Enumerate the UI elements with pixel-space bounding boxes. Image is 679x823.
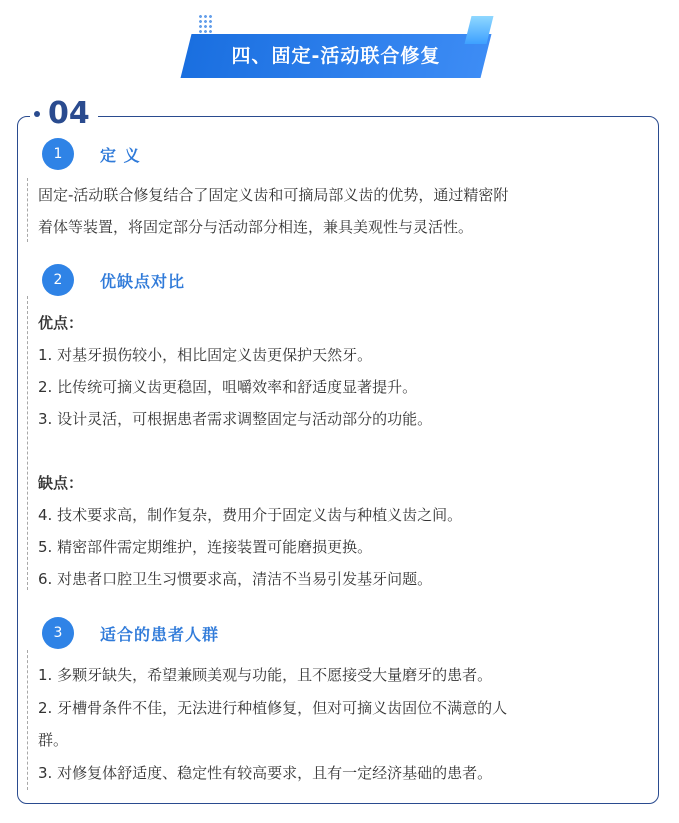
cons-label: 缺点： bbox=[38, 474, 84, 492]
section-banner bbox=[178, 14, 498, 66]
section-2-number: 2 bbox=[42, 264, 74, 296]
cons-item-5: 5. 精密部件需定期维护，连接装置可能磨损更换。 bbox=[38, 538, 373, 556]
dashed-guide-3 bbox=[27, 650, 28, 790]
section-2-header bbox=[42, 264, 185, 296]
dashed-guide-1 bbox=[27, 178, 28, 242]
pros-label: 优点： bbox=[38, 314, 84, 332]
patient-item-1: 1. 多颗牙缺失，希望兼顾美观与功能，且不愿接受大量磨牙的患者。 bbox=[38, 666, 493, 684]
cons-item-6: 6. 对患者口腔卫生习惯要求高，清洁不当易引发基牙问题。 bbox=[38, 570, 433, 588]
section-1-title: 定 义 bbox=[100, 145, 141, 165]
cons-item-4: 4. 技术要求高，制作复杂，费用介于固定义齿与种植义齿之间。 bbox=[38, 506, 463, 524]
definition-line-2: 着体等装置，将固定部分与活动部分相连，兼具美观性与灵活性。 bbox=[38, 218, 474, 236]
definition-line-1: 固定-活动联合修复结合了固定义齿和可摘局部义齿的优势，通过精密附 bbox=[38, 186, 509, 204]
section-number-badge bbox=[30, 96, 98, 131]
dashed-guide-2 bbox=[27, 296, 28, 590]
pros-item-3: 3. 设计灵活，可根据患者需求调整固定与活动部分的功能。 bbox=[38, 410, 433, 428]
section-3-number: 3 bbox=[42, 617, 74, 649]
section-1-number: 1 bbox=[42, 138, 74, 170]
section-3-title: 适合的患者人群 bbox=[100, 624, 220, 644]
section-3-header bbox=[42, 617, 219, 649]
banner-title: 四、固定-活动联合修复 bbox=[231, 45, 441, 67]
badge-dot-icon bbox=[34, 111, 40, 117]
section-number: 04 bbox=[48, 96, 90, 131]
section-1-header bbox=[42, 138, 141, 170]
patient-item-3: 3. 对修复体舒适度、稳定性有较高要求，且有一定经济基础的患者。 bbox=[38, 764, 493, 782]
section-2-title: 优缺点对比 bbox=[100, 271, 186, 291]
pros-item-1: 1. 对基牙损伤较小，相比固定义齿更保护天然牙。 bbox=[38, 346, 373, 364]
patient-item-2-cont: 群。 bbox=[38, 731, 69, 749]
patient-item-2: 2. 牙槽骨条件不佳，无法进行种植修复，但对可摘义齿固位不满意的人 bbox=[38, 699, 508, 717]
pros-item-2: 2. 比传统可摘义齿更稳固，咀嚼效率和舒适度显著提升。 bbox=[38, 378, 418, 396]
